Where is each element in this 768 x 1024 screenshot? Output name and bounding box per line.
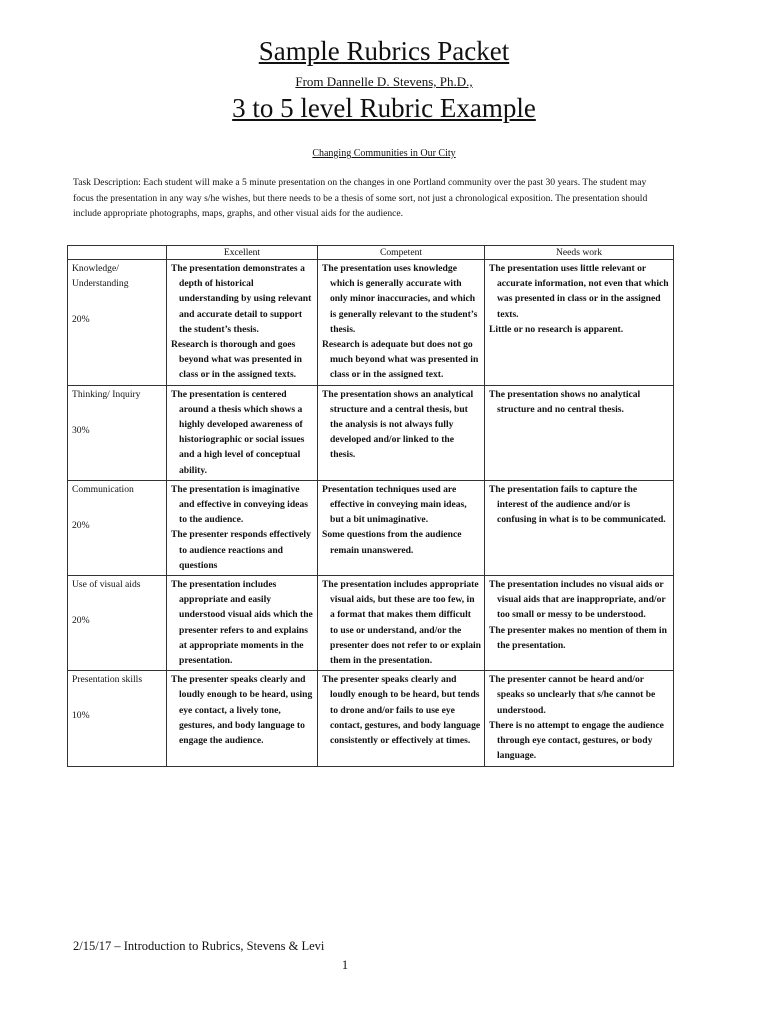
descriptor-paragraph: The presentation includes appropriate and easily understood visual aids which the presenter refers to and explains at appropriate moments in the presentation.	[171, 579, 313, 667]
descriptor-paragraph: The presenter cannot be heard and/or speaks so unclearly that s/he cannot be understood.	[489, 674, 656, 716]
rubric-row	[68, 671, 674, 766]
page-number: 1	[341, 958, 349, 972]
rubric-subtitle: 3 to 5 level Rubric Example	[232, 93, 536, 123]
descriptor-paragraph: The presentation shows an analytical structure and a central thesis, but the analysis is not always fully developed and/or linked to the thesis.	[322, 388, 474, 461]
header-competent: Competent	[318, 246, 485, 260]
criterion-weight: 30%	[72, 424, 90, 436]
criterion-weight: 20%	[72, 314, 90, 326]
descriptor-needs-work	[485, 576, 674, 671]
criterion-name: Presentation skills	[72, 674, 143, 686]
rubric-body	[68, 260, 674, 767]
descriptor-competent	[318, 480, 485, 575]
descriptor-paragraph: The presentation demonstrates a depth of historical understanding by using relevant and accurate detail to support the student’s thesis.	[171, 263, 312, 335]
rubric-row	[68, 385, 674, 480]
descriptor-needs-work	[485, 385, 674, 480]
criterion-name: Thinking/ Inquiry	[72, 388, 141, 400]
descriptor-needs-work	[485, 260, 674, 386]
descriptor-needs-work	[485, 671, 674, 766]
descriptor-paragraph: Some questions from the audience remain unanswered.	[322, 529, 462, 556]
descriptor-paragraph: Research is thorough and goes beyond what was presented in class or in the assigned texts.	[171, 339, 302, 381]
footer-text: 2/15/17 – Introduction to Rubrics, Stevens & Levi	[73, 939, 325, 953]
page-title: Sample Rubrics Packet	[258, 36, 510, 66]
author-line: From Dannelle D. Stevens, Ph.D.,	[295, 74, 473, 89]
criterion-weight: 20%	[72, 615, 90, 627]
descriptor-excellent	[167, 671, 318, 766]
criterion-name: Knowledge/ Understanding	[72, 263, 129, 290]
descriptor-paragraph: Presentation techniques used are effective in conveying main ideas, but a bit unimaginative.	[322, 483, 467, 526]
descriptor-paragraph: The presenter speaks clearly and loudly enough to be heard, using eye contact, a lively tone, gestures, and body language to engage the audience.	[171, 674, 313, 747]
criterion-cell	[68, 480, 167, 575]
descriptor-paragraph: Little or no research is apparent.	[489, 323, 624, 335]
descriptor-paragraph: The presenter speaks clearly and loudly enough to be heard, but tends to drone and/or fails to use eye contact, gestures, and body language consistently or effectively at times.	[322, 674, 481, 747]
topic-heading: Changing Communities in Our City	[312, 148, 456, 159]
descriptor-paragraph: The presenter makes no mention of them in the presentation.	[489, 624, 667, 651]
descriptor-competent	[318, 260, 485, 386]
descriptor-competent	[318, 385, 485, 480]
header-needs-work: Needs work	[485, 246, 674, 260]
criterion-cell	[68, 671, 167, 766]
descriptor-competent	[318, 671, 485, 766]
descriptor-competent	[318, 576, 485, 671]
descriptor-paragraph: The presentation fails to capture the interest of the audience and/or is confusing in what is to be communicated.	[489, 483, 666, 526]
rubric-table	[67, 245, 674, 767]
header-excellent: Excellent	[167, 246, 318, 260]
descriptor-paragraph: The presentation uses knowledge which is generally accurate with only minor inaccuracies, and which is generally relevant to the student’s thesis.	[322, 263, 478, 335]
descriptor-paragraph: The presentation includes no visual aids or visual aids that are inappropriate, and/or too small or messy to be understood.	[489, 579, 666, 621]
criterion-cell	[68, 385, 167, 480]
criterion-name: Communication	[72, 483, 134, 495]
rubric-header-row	[68, 246, 674, 260]
criterion-name: Use of visual aids	[72, 579, 141, 591]
criterion-cell	[68, 260, 167, 386]
rubric-row	[68, 576, 674, 671]
task-description: Task Description: Each student will make a 5 minute presentation on the changes in one Portland community over the past 30 years. The student may focus the presentation in any way s/he wishes, but there needs to be a thesis of some sort, not just a chronological exposition. The presentation should include appropriate photographs, maps, graphs, and other visual aids for the audience.	[73, 177, 648, 219]
rubric-row	[68, 260, 674, 386]
descriptor-excellent	[167, 576, 318, 671]
criterion-cell	[68, 576, 167, 671]
rubric-row	[68, 480, 674, 575]
criterion-weight: 20%	[72, 520, 90, 532]
descriptor-paragraph: There is no attempt to engage the audience through eye contact, gestures, or body language.	[489, 719, 664, 762]
descriptor-excellent	[167, 480, 318, 575]
descriptor-paragraph: The presentation uses little relevant or accurate information, not even that which was presented in class or in the assigned texts.	[489, 263, 669, 320]
descriptor-paragraph: Research is adequate but does not go much beyond what was presented in class or in the assigned text.	[322, 339, 479, 381]
descriptor-needs-work	[485, 480, 674, 575]
header-blank	[68, 246, 167, 260]
descriptor-excellent	[167, 260, 318, 386]
criterion-weight: 10%	[72, 710, 90, 722]
descriptor-paragraph: The presentation is imaginative and effective in conveying ideas to the audience.	[171, 483, 308, 526]
descriptor-paragraph: The presentation is centered around a thesis which shows a highly developed awareness of historiographic or social issues and a high level of conceptual ability.	[171, 388, 305, 476]
descriptor-excellent	[167, 385, 318, 480]
descriptor-paragraph: The presentation includes appropriate visual aids, but these are too few, in a format that makes them difficult to use or understand, and/or the presenter does not refer to or explain them in the presentation.	[322, 579, 481, 667]
descriptor-paragraph: The presentation shows no analytical structure and no central thesis.	[489, 388, 641, 415]
descriptor-paragraph: The presenter responds effectively to audience reactions and questions	[171, 529, 311, 571]
